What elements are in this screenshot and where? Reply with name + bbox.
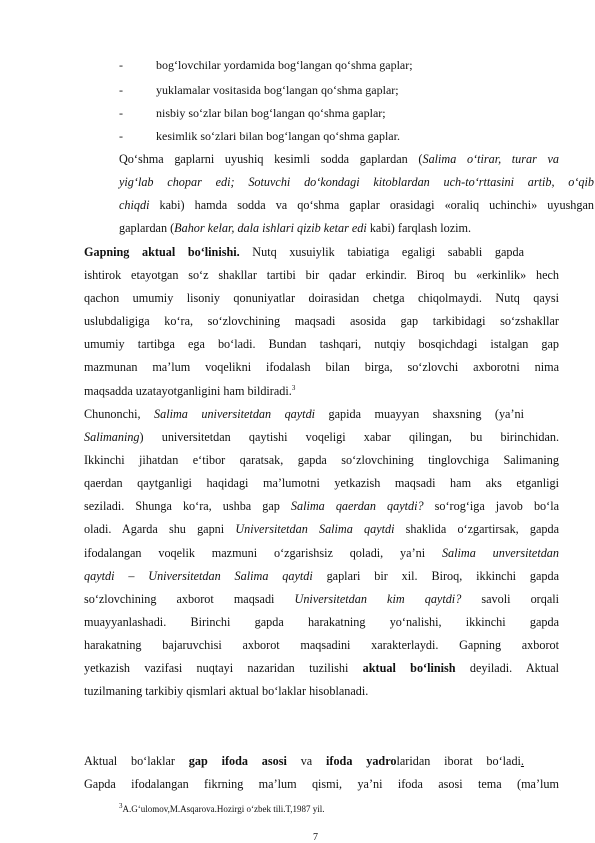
text-run: Chunonchi, (84, 407, 155, 421)
list-dash: - (119, 106, 123, 120)
paragraph-line (84, 750, 524, 773)
text-run: yetkazish vazifasi nuqtayi nazaridan tuzilishi (84, 661, 363, 676)
text-run: gaplardan ( (119, 221, 175, 236)
page-number: 7 (313, 832, 318, 843)
text-run: oladi. Agarda shu gapni (84, 522, 236, 537)
paragraph-line: uslubdaligiga ko‘ra, so‘zlovchining maqsadi asosida gap tarkibidagi so‘zshakllar (84, 314, 559, 329)
footnote-number: 3 (119, 802, 123, 810)
paragraph-line (84, 403, 524, 426)
paragraph-line: harakatning bajaruvchisi axborot maqsadini xarakterlaydi. Gapning axborot (84, 637, 559, 652)
text-run: shaklida o‘zgartirsak, gapda (394, 522, 559, 537)
paragraph-4 (84, 750, 559, 796)
paragraph-line (84, 518, 559, 541)
text-run: seziladi. Shunga ko‘ra, ushba gap (84, 499, 291, 514)
paragraph-line: muayyanlashadi. Birinchi gapda harakatning yo‘nalishi, ikkinchi gapda (84, 614, 559, 629)
example-italic: yig‘lab chopar edi; Sotuvchi do‘kondagi kitoblardan uch-to‘rttasini artib, o‘qib (119, 175, 594, 190)
list-text: yuklamalar vositasida bog‘langan qo‘shma gaplar; (156, 83, 399, 97)
paragraph-line (84, 495, 559, 518)
text-run: maqsadda uzatayotganligini ham bildiradi. (84, 383, 292, 398)
example-italic: Salima o‘tirar, turar va (422, 152, 559, 166)
paragraph-1 (119, 148, 594, 240)
paragraph-line: mazmunan ma’lum voqelikni ifodalash bilan birga, so‘zlovchi axborotni nima (84, 360, 559, 375)
example-italic: Universitetdan kim qaytdi? (294, 591, 462, 606)
list-dash: - (119, 83, 123, 97)
paragraph-line (84, 565, 559, 588)
example-italic: chiqdi (119, 198, 150, 213)
footnote-ref: 3 (291, 383, 296, 392)
text-run: deyiladi. Aktual (455, 661, 559, 676)
text-run: Nutq xusuiylik tabiatiga egaligi sababli gapda (239, 245, 524, 259)
list-text: nisbiy so‘zlar bilan bog‘langan qo‘shma gaplar; (156, 106, 386, 120)
paragraph-line (84, 426, 559, 449)
paragraph-line: qaerdan qaytganligi haqidagi ma’lumotni yetkazish maqsadi ham aks etganligi (84, 476, 559, 491)
paragraph-line: umumiy tartibga ega bo‘ladi. Bundan tashqari, nutqiy bosqichdagi istalgan gap (84, 337, 559, 352)
term-bold: ifoda yadro (326, 754, 397, 768)
paragraph-line: qachon umumiy lisoniy qonuniyatlar doirasidan chetga chiqolmaydi. Nutq qaysi (84, 291, 559, 306)
example-italic: Bahor kelar, dala ishlari qizib ketar edi (174, 221, 367, 236)
example-italic: Salima universitetdan qaytdi (154, 407, 316, 421)
paragraph-line (84, 588, 559, 611)
text-run: so‘rog‘iga javob bo‘la (423, 499, 559, 514)
paragraph-line: ishtirok etayotgan so‘z shakllar tartibi bir qadar erkindir. Biroq bu «erkinlik» hech (84, 268, 559, 283)
list-text: bog‘lovchilar yordamida bog‘langan qo‘shma gaplar; (156, 58, 413, 72)
paragraph-line (119, 148, 559, 171)
term-bold: aktual bo‘linish (362, 661, 456, 676)
text-run: gapida muayyan shaxsning (ya’ni (315, 407, 524, 421)
example-italic: Salima qaerdan qaytdi? (290, 499, 424, 514)
example-italic: qaytdi – Universitetdan Salima qaytdi (84, 568, 313, 583)
paragraph-line: Ikkinchi jihatdan e‘tibor qaratsak, gapda so‘zlovchining tinglovchiga Salimaning (84, 453, 559, 468)
list-dash: - (119, 129, 123, 143)
example-italic: Salima unversitetdan (441, 545, 559, 560)
text-run: laridan iborat bo‘ladi (396, 754, 521, 768)
text-run: Qo‘shma gaplarni uyushiq kesimli sodda gaplardan ( (119, 152, 423, 166)
example-italic: Salimaning (84, 430, 140, 445)
text-run: . (520, 754, 524, 768)
paragraph-line (119, 217, 594, 240)
paragraph-line (84, 241, 524, 264)
paragraph-line: tuzilmaning tarkibiy qismlari aktual bo‘laklar hisoblanadi. (84, 684, 369, 699)
list-dash: - (119, 58, 123, 72)
text-run: ) universitetdan qaytishi voqeligi xabar qilingan, bu birinchidan. (139, 430, 559, 445)
paragraph-3 (84, 403, 559, 703)
footnote (119, 804, 325, 815)
paragraph-line (84, 542, 559, 565)
example-italic: Universitetdan Salima qaytdi (235, 522, 395, 537)
text-run: savoli orqali (461, 591, 560, 606)
text-run: Aktual bo‘laklar (84, 754, 189, 768)
text-run: va (286, 754, 327, 768)
section-heading-inline: Gapning aktual bo‘linishi. (84, 245, 240, 259)
text-run: so‘zlovchining axborot maqsadi (84, 591, 295, 606)
paragraph-line (119, 194, 594, 217)
text-run: kabi) farqlash lozim. (366, 221, 472, 236)
text-run: gaplari bir xil. Biroq, ikkinchi gapda (312, 568, 560, 583)
text-run: ifodalangan voqelik mazmuni o‘zgarishsiz qoladi, ya’ni (84, 545, 442, 560)
paragraph-line (119, 171, 594, 194)
paragraph-line (84, 380, 559, 403)
paragraph-line (84, 657, 559, 680)
paragraph-line: Gapda ifodalangan fikrning ma’lum qismi, ya’ni ifoda asosi tema (ma’lum (84, 777, 559, 792)
term-bold: gap ifoda asosi (188, 754, 287, 768)
paragraph-2 (84, 241, 559, 403)
list-text: kesimlik so‘zlari bilan bog‘langan qo‘shma gaplar. (156, 129, 400, 143)
footnote-text: A.G‘ulomov,M.Asqarova.Hozirgi o‘zbek tili.T,1987 yil. (122, 804, 325, 814)
text-run: kabi) hamda sodda va qo‘shma gaplar orasidagi «oraliq uchinchi» uyushgan (149, 198, 594, 213)
